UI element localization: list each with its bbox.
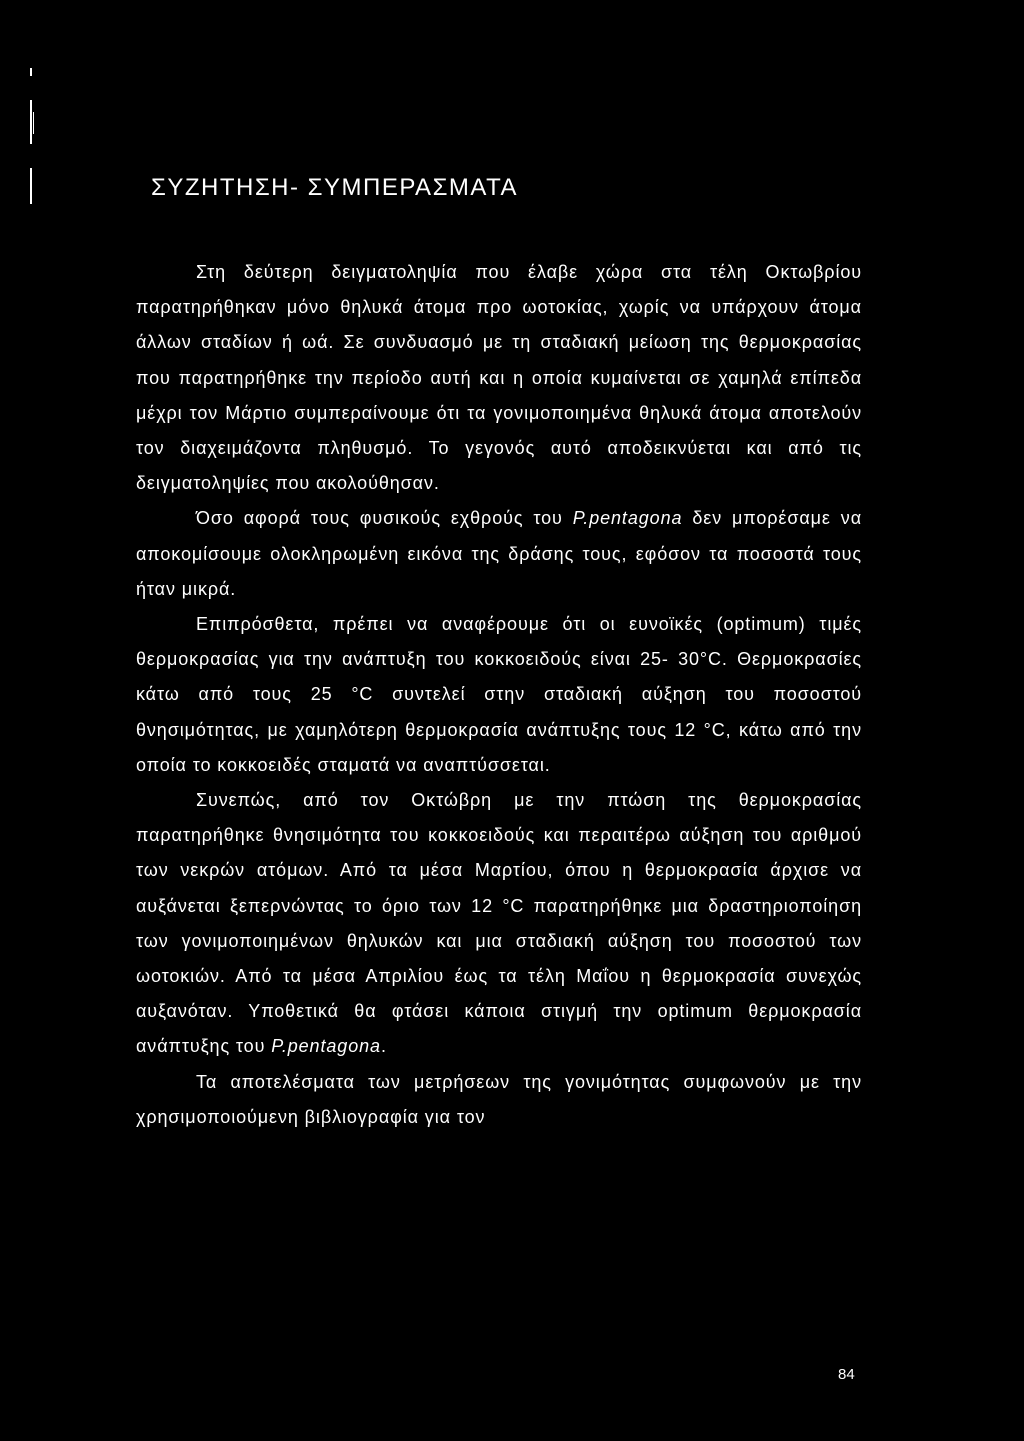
- paragraph: [136, 255, 862, 501]
- page-title: ΣΥΖΗΤΗΣΗ- ΣΥΜΠΕΡΑΣΜΑΤΑ: [151, 174, 519, 201]
- paragraph-text: Επιπρόσθετα, πρέπει να αναφέρουμε ότι οι ευνοϊκές (optimum) τιμές θερμοκρασίας για την ανάπτυξη του κοκκοειδούς είναι 25- 30°C. Θερμοκρασίες κάτω από τους 25 °C συντελεί στην σταδιακή αύξηση του ποσοστού θνησιμότητας, με χαμηλότερη θερμοκρασία ανάπτυξης τους 12 °C, κάτω από την οποία το κοκκοειδές σταματά να αναπτύσσεται.: [136, 614, 862, 775]
- paragraph-text: Τα αποτελέσματα των μετρήσεων της γονιμότητας συμφωνούν με την χρησιμοποιούμενη βιβλιογραφία για τον: [136, 1071, 862, 1127]
- scan-edge-mark: [30, 68, 32, 76]
- paragraph: [136, 783, 862, 1065]
- page-number: 84: [838, 1366, 855, 1383]
- paragraph: [136, 607, 862, 783]
- scan-edge-mark: [33, 112, 34, 134]
- paragraph-text: Όσο αφορά τους φυσικούς εχθρούς του: [196, 508, 573, 529]
- body-text: [136, 255, 862, 1135]
- species-name: P.pentagona: [572, 508, 683, 529]
- paragraph-text: δεν μπορέσαμε να αποκομίσουμε ολοκληρωμένη εικόνα της δράσης τους, εφόσον τα ποσοστά τους ήταν μικρά.: [136, 508, 862, 599]
- paragraph-text: .: [380, 1036, 387, 1057]
- paragraph: [136, 1065, 862, 1135]
- scan-edge-mark: [30, 100, 32, 144]
- species-name: P.pentagona: [271, 1036, 381, 1057]
- paragraph-text: Συνεπώς, από τον Οκτώβρη με την πτώση της θερμοκρασίας παρατηρήθηκε θνησιμότητα του κοκκοειδούς και περαιτέρω αύξηση του αριθμού των νεκρών ατόμων. Από τα μέσα Μαρτίου, όπου η θερμοκρασία άρχισε να αυξάνεται ξεπερνώντας το όριο των 12 °C παρατηρήθηκε μια δραστηριοποίηση των γονιμοποιημένων θηλυκών και μια σταδιακή αύξηση του ποσοστού των ωοτοκιών. Από τα μέσα Απριλίου έως τα τέλη Μαΐου η θερμοκρασία συνεχώς αυξανόταν. Υποθετικά θα φτάσει κάποια στιγμή την optimum θερμοκρασία ανάπτυξης του: [136, 790, 862, 1057]
- paragraph-text: Στη δεύτερη δειγματοληψία που έλαβε χώρα στα τέλη Οκτωβρίου παρατηρήθηκαν μόνο θηλυκά άτομα προ ωοτοκίας, χωρίς να υπάρχουν άτομα άλλων σταδίων ή ωά. Σε συνδυασμό με τη σταδιακή μείωση της θερμοκρασίας που παρατηρήθηκε την περίοδο αυτή και η οποία κυμαίνεται σε χαμηλά επίπεδα μέχρι τον Μάρτιο συμπεραίνουμε ότι τα γονιμοποιημένα θηλυκά άτομα αποτελούν τον διαχειμάζοντα πληθυσμό. Το γεγονός αυτό αποδεικνύεται και από τις δειγματοληψίες που ακολούθησαν.: [136, 262, 862, 494]
- paragraph: [136, 501, 862, 607]
- scan-edge-mark: [30, 168, 32, 204]
